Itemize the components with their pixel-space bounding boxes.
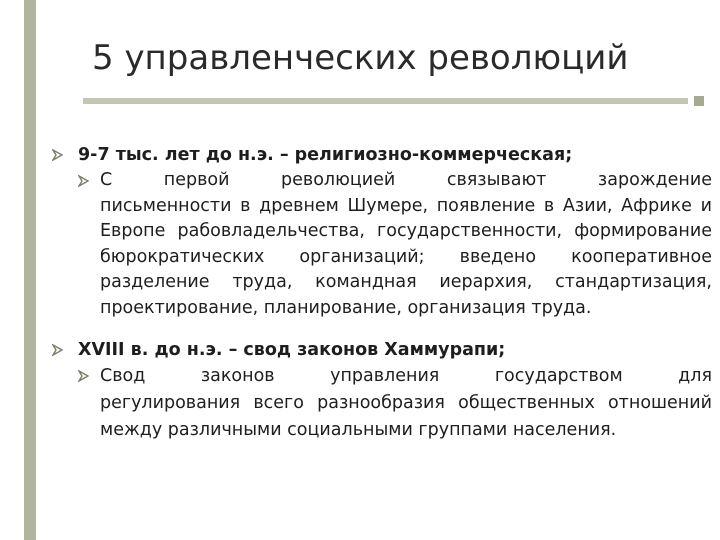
title-underline-bar [83,98,688,104]
title-underline-end-square [694,96,704,106]
sub-bullet-rest: письменности в древнем Шумере, появление в Азии, Африке и Европе рабовладельчества, государственности, формирование бюрократических организаций; введено кооперативное разделение труда, командная иерархия, стандартизация, проектирование, планирование, организация труда. [100,195,712,318]
bullet-heading-row [52,337,692,363]
bullet-item-1 [52,142,712,322]
sub-bullet-text [100,363,712,444]
sub-bullet-first-line: С первой революцией связывают зарождение [100,170,712,190]
arrow-bullet-icon [78,370,90,382]
bullet-item-2 [52,337,712,444]
bullet-heading-text: 9-7 тыс. лет до н.э. – религиозно-коммерческая; [78,145,573,165]
sub-bullet-row [78,363,712,444]
arrow-bullet-icon [52,344,64,356]
slide-content [52,142,712,444]
sub-bullet-row [78,168,712,322]
bullet-heading-row [52,142,692,168]
sub-bullet-text [100,168,712,322]
slide-title: 5 управленческих революций [92,38,629,78]
slide-frame-left-bar [24,0,36,540]
sub-bullet-first-line: Свод законов управления государством для [100,365,712,386]
arrow-bullet-icon [52,149,64,161]
bullet-heading-text: XVIII в. до н.э. – свод законов Хаммурапи; [78,339,506,360]
arrow-bullet-icon [78,175,90,187]
sub-bullet-rest: регулирования всего разнообразия общественных отношений между различными социальными группами населения. [100,392,712,440]
